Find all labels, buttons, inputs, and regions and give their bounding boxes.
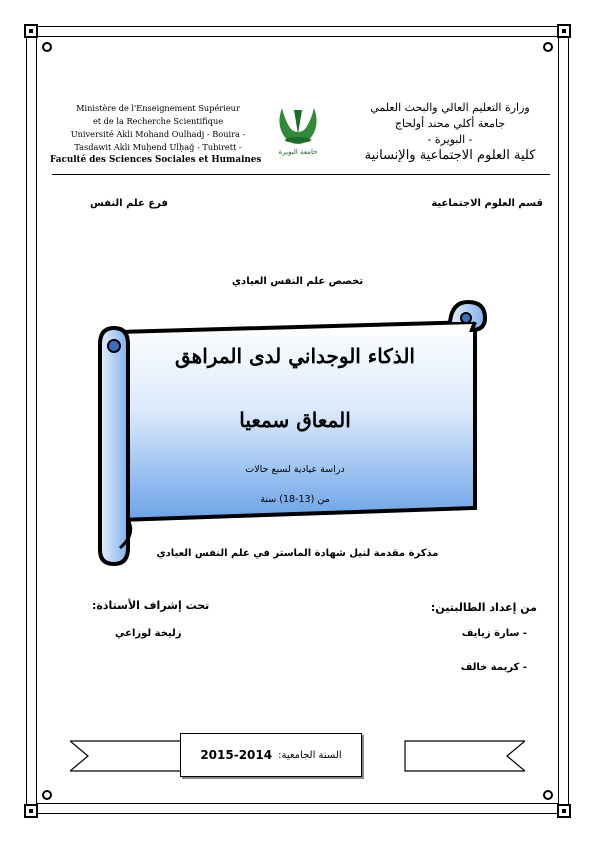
header-ar-line: - البويرة - [427, 133, 473, 146]
header-french [52, 102, 264, 167]
department-name: قسم العلوم الاجتماعية [431, 198, 543, 209]
header-fr-line: Tasdawit Akli Muḥend Ulḥağ - Tubirett - [74, 142, 242, 152]
academic-year-label: السنة الجامعية: [278, 749, 342, 761]
frame-corner-ornament [24, 24, 38, 38]
frame-corner-ornament [24, 804, 38, 818]
header-ar-line: جامعة أكلي محند أولحاج [394, 117, 506, 130]
header-fr-line: et de la Recherche Scientifique [92, 116, 224, 126]
header-fr-line: Ministère de l'Enseignement Supérieur [76, 103, 240, 113]
header-fr-faculty: Faculté des Sciences Sociales et Humaines [50, 155, 262, 165]
logo-caption: جامعة البويرة [278, 148, 318, 156]
academic-year-box [180, 733, 362, 777]
frame-ring-ornament [42, 42, 52, 52]
prepared-by-heading: من إعداد الطالبتين: [430, 601, 537, 614]
header-fr-line: Université Akli Mohand Oulhadj - Bouira - [70, 129, 246, 139]
header-ar-line: وزارة التعليم العالي والبحث العلمي [370, 101, 530, 114]
specialization: تخصص علم النفس العيادي [231, 276, 364, 287]
supervisor-heading: تحت إشراف الأستاذة: [92, 599, 210, 612]
university-logo [270, 100, 326, 156]
header-ar-faculty: كلية العلوم الاجتماعية والإنسانية [364, 148, 536, 163]
thesis-title-line2: المعاق سمعيا [239, 408, 351, 432]
frame-corner-ornament [557, 24, 571, 38]
frame-ring-ornament [543, 790, 553, 800]
supervisor-name: زليخة لوزاعي [115, 628, 182, 639]
thesis-title-line1: الذكاء الوجداني لدى المراهق [175, 344, 415, 368]
frame-ring-ornament [543, 42, 553, 52]
student-name: - سارة زيايف [461, 628, 527, 639]
student-name: - كريمة خالف [460, 662, 527, 673]
study-description: دراسة عيادية لسبع حالات [245, 464, 345, 475]
branch-name: فرع علم النفس [90, 198, 168, 209]
frame-corner-ornament [557, 804, 571, 818]
academic-year-value: 2015-2014 [200, 748, 273, 762]
age-range: من (13-18) سنة [260, 494, 330, 505]
thesis-note: مذكرة مقدمة لنيل شهادة الماستر في علم النفس العيادي [156, 548, 439, 559]
header-arabic [350, 100, 550, 164]
header-divider [52, 174, 550, 175]
title-scroll-banner [90, 298, 495, 568]
frame-ring-ornament [42, 790, 52, 800]
